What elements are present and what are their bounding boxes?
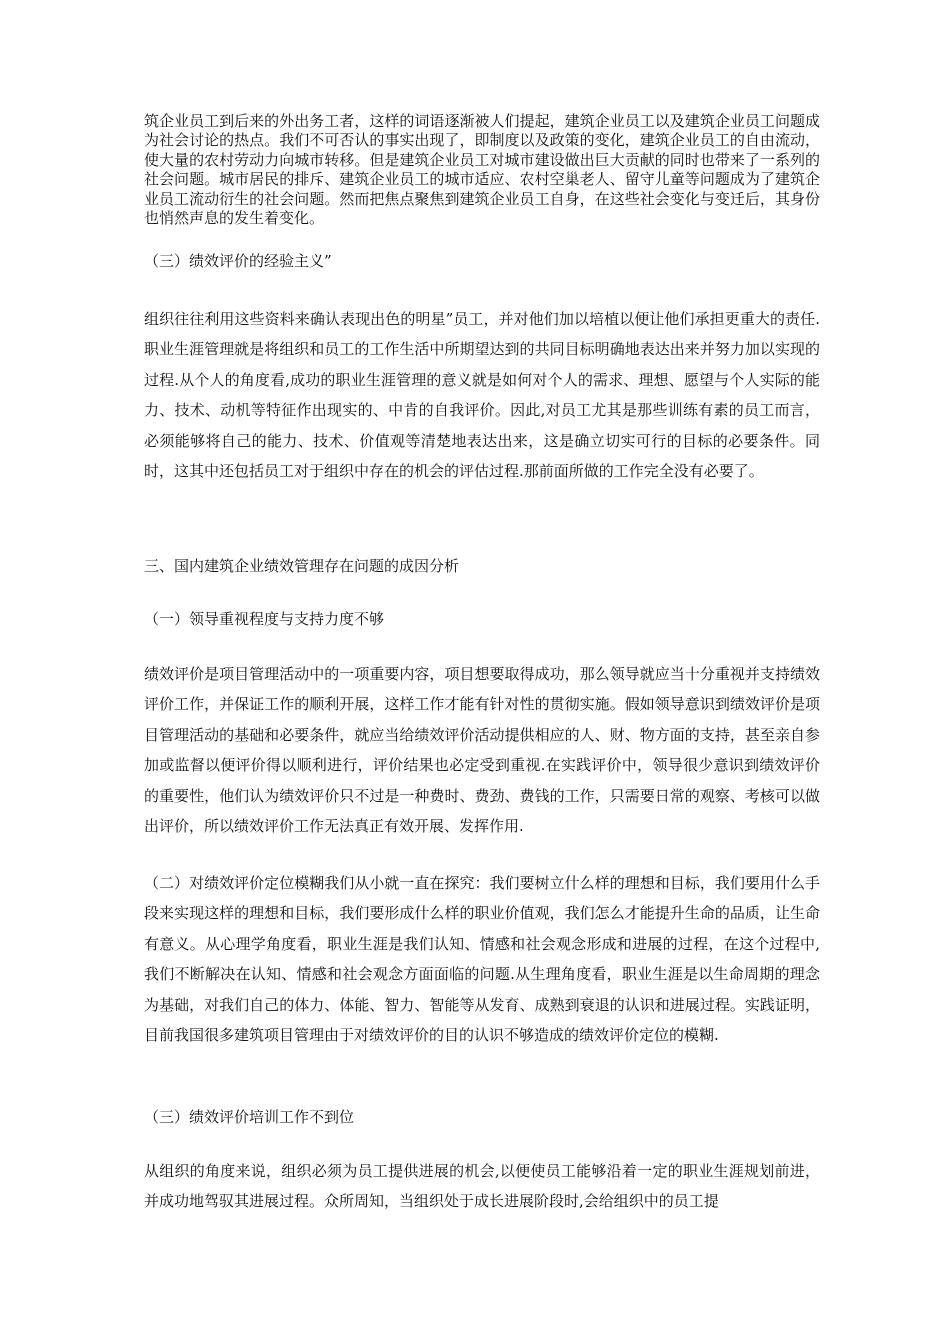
experience-heading: （三）绩效评价的经验主义”	[144, 252, 332, 270]
experience-paragraph: 组织往往利用这些资料来确认表现出色的明星”员工，并对他们加以培植以便让他们承担更重大的责任.职业生涯管理就是将组织和员工的工作生活中所期望达到的共同目标明确地表达出来并努力加以实现的过程.从个人的角度看,成功的职业生涯管理的意义就是如何对个人的需求、理想、愿望与个人实际的能力、技术、动机等特征作出现实的、中肯的自我评价。因此,对员工尤其是那些训练有素的员工而言，必须能够将自己的能力、技术、价值观等清楚地表达出来，这是确立切实可行的目标的必要条件。同时，这其中还包括员工对于组织中存在的机会的评估过程.那前面所做的工作完全没有必要了。	[144, 310, 820, 481]
leadership-heading: （一）领导重视程度与支持力度不够	[144, 610, 385, 628]
section-three-title: 三、国内建筑企业绩效管理存在问题的成因分析	[144, 557, 460, 575]
training-paragraph: 从组织的角度来说，组织必须为员工提供进展的机会,以便使员工能够沿着一定的职业生涯规划前进，并成功地驾驭其进展过程。众所周知，当组织处于成长进展阶段时,会给组织中的员工提	[144, 1162, 820, 1211]
training-heading: （三）绩效评价培训工作不到位	[144, 1108, 355, 1126]
leadership-paragraph: 绩效评价是项目管理活动中的一项重要内容，项目想要取得成功，那么领导就应当十分重视并支持绩效评价工作，并保证工作的顺利开展，这样工作才能有针对性的贯彻实施。假如领导意识到绩效评价是项目管理活动的基础和必要条件，就应当给绩效评价活动提供相应的人、财、物方面的支持，甚至亲自参加或监督以便评价得以顺利进行，评价结果也必定受到重视.在实践评价中，领导很少意识到绩效评价的重要性，他们认为绩效评价只不过是一种费时、费劲、费钱的工作，只需要日常的观察、考核可以做出评价，所以绩效评价工作无法真正有效开展、发挥作用.	[144, 665, 820, 836]
positioning-paragraph: （二）对绩效评价定位模糊我们从小就一直在探究：我们要树立什么样的理想和目标，我们要用什么手段来实现这样的理想和目标，我们要形成什么样的职业价值观，我们怎么才能提升生命的品质，让生命有意义。从心理学角度看，职业生涯是我们认知、情感和社会观念形成和进展的过程，在这个过程中,我们不断解决在认知、情感和社会观念方面面临的问题.从生理角度看，职业生涯是以生命周期的理念为基础，对我们自己的体力、体能、智力、智能等从发育、成熟到衰退的认识和进展过程。实践证明，目前我国很多建筑项目管理由于对绩效评价的目的认识不够造成的绩效评价定位的模糊.	[144, 874, 820, 1045]
intro-paragraph: 筑企业员工到后来的外出务工者，这样的词语逐渐被人们提起，建筑企业员工以及建筑企业员工问题成为社会讨论的热点。我们不可否认的事实出现了，即制度以及政策的变化，建筑企业员工的自由流动，使大量的农村劳动力向城市转移。但是建筑企业员工对城市建设做出巨大贡献的同时也带来了一系列的社会问题。城市居民的排斥、建筑企业员工的城市适应、农村空巢老人、留守儿童等问题成为了建筑企业员工流动衍生的社会问题。然而把焦点聚焦到建筑企业员工自身，在这些社会变化与变迁后，其身份也悄然声息的发生着变化。	[144, 112, 820, 228]
